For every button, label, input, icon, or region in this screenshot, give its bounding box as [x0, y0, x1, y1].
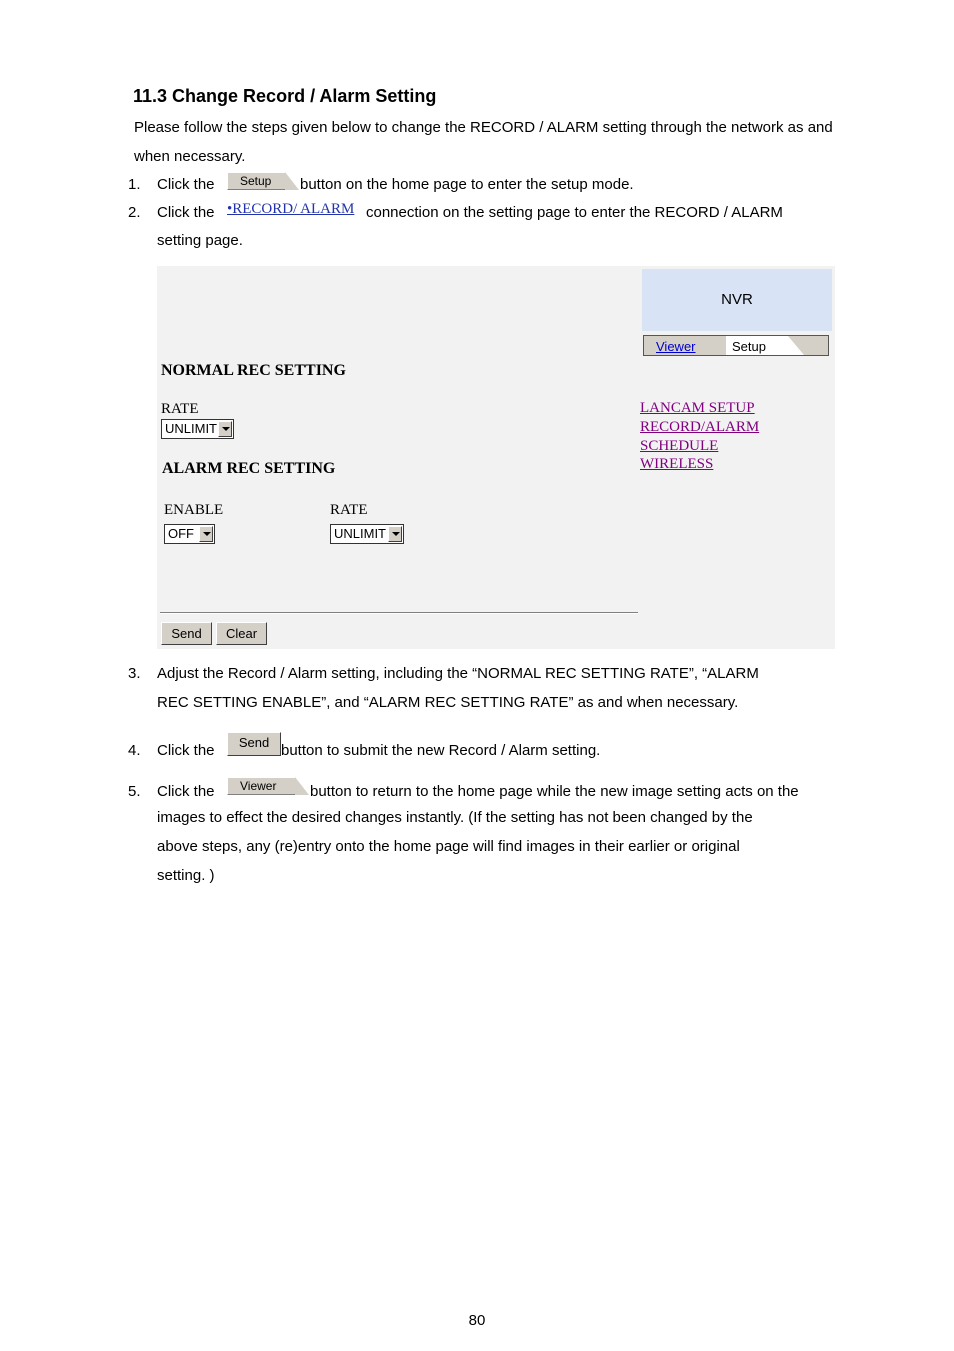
- side-link-lancam-setup[interactable]: LANCAM SETUP: [640, 400, 755, 416]
- step-5-number: 5.: [128, 783, 141, 800]
- setup-screenshot-panel: [157, 266, 835, 649]
- side-link-wireless[interactable]: WIRELESS: [640, 456, 714, 472]
- inline-setup-label: Setup: [240, 174, 272, 188]
- inline-viewer-label: Viewer: [240, 779, 277, 793]
- chevron-down-icon: [388, 526, 402, 542]
- enable-label: ENABLE: [164, 502, 224, 518]
- nvr-brand-box: NVR: [642, 269, 832, 331]
- step-1-number: 1.: [128, 176, 141, 193]
- mode-tabbar: [643, 335, 829, 356]
- tab-setup[interactable]: [726, 336, 788, 355]
- step-5-pre: Click the: [157, 783, 215, 800]
- normal-rec-title: NORMAL REC SETTING: [161, 362, 346, 379]
- inline-send-button: Send: [227, 732, 281, 756]
- step-2-pre: Click the: [157, 204, 215, 221]
- step-1-post: button on the home page to enter the setup mode.: [300, 176, 634, 193]
- enable-select[interactable]: [164, 524, 215, 544]
- side-link-record-alarm[interactable]: RECORD/ALARM: [640, 419, 760, 435]
- step-3-line1: Adjust the Record / Alarm setting, including the “NORMAL REC SETTING RATE”, “ALARM: [157, 665, 759, 682]
- step-5-post: button to return to the home page while the new image setting acts on the: [310, 783, 799, 800]
- side-link-schedule[interactable]: SCHEDULE: [640, 438, 719, 454]
- step-3-number: 3.: [128, 665, 141, 682]
- section-heading: 11.3 Change Record / Alarm Setting: [133, 86, 437, 106]
- inline-record-alarm-link: •RECORD/ ALARM: [227, 201, 355, 217]
- alarm-rate-value: UNLIMIT: [334, 526, 386, 541]
- step-4-post: button to submit the new Record / Alarm setting.: [281, 742, 601, 759]
- send-button[interactable]: Send: [161, 622, 212, 645]
- alarm-rec-title: ALARM REC SETTING: [162, 460, 336, 477]
- page-number: 80: [468, 1312, 486, 1329]
- enable-value: OFF: [168, 526, 194, 541]
- alarm-rate-select[interactable]: [330, 524, 404, 544]
- normal-rate-value: UNLIMIT: [165, 421, 217, 436]
- inline-viewer-button: [227, 777, 295, 795]
- normal-rate-select[interactable]: [161, 419, 234, 439]
- step-2-post2: setting page.: [157, 232, 243, 249]
- step-3-line2: REC SETTING ENABLE”, and “ALARM REC SETTING RATE” as and when necessary.: [157, 694, 739, 711]
- tab-setup-label: Setup: [732, 339, 766, 354]
- step-1-pre: Click the: [157, 176, 215, 193]
- chevron-down-icon: [218, 421, 232, 437]
- inline-setup-button: [227, 172, 285, 190]
- step-5-line3: above steps, any (re)entry onto the home page will find images in their earlier or original: [157, 838, 740, 855]
- clear-button[interactable]: Clear: [216, 622, 267, 645]
- step-5-line2: images to effect the desired changes instantly. (If the setting has not been changed by the: [157, 809, 753, 826]
- chevron-down-icon: [199, 526, 213, 542]
- step-2-number: 2.: [128, 204, 141, 221]
- step-4-pre: Click the: [157, 742, 215, 759]
- tab-viewer[interactable]: Viewer: [656, 339, 696, 354]
- step-4-number: 4.: [128, 742, 141, 759]
- divider: [160, 612, 638, 614]
- step-5-line4: setting. ): [157, 867, 215, 884]
- intro-paragraph: Please follow the steps given below to change the RECORD / ALARM setting through the network as and when necessary.: [134, 119, 833, 165]
- step-2-post: connection on the setting page to enter the RECORD / ALARM: [366, 204, 783, 221]
- alarm-rate-label: RATE: [330, 502, 368, 518]
- normal-rate-label: RATE: [161, 401, 199, 417]
